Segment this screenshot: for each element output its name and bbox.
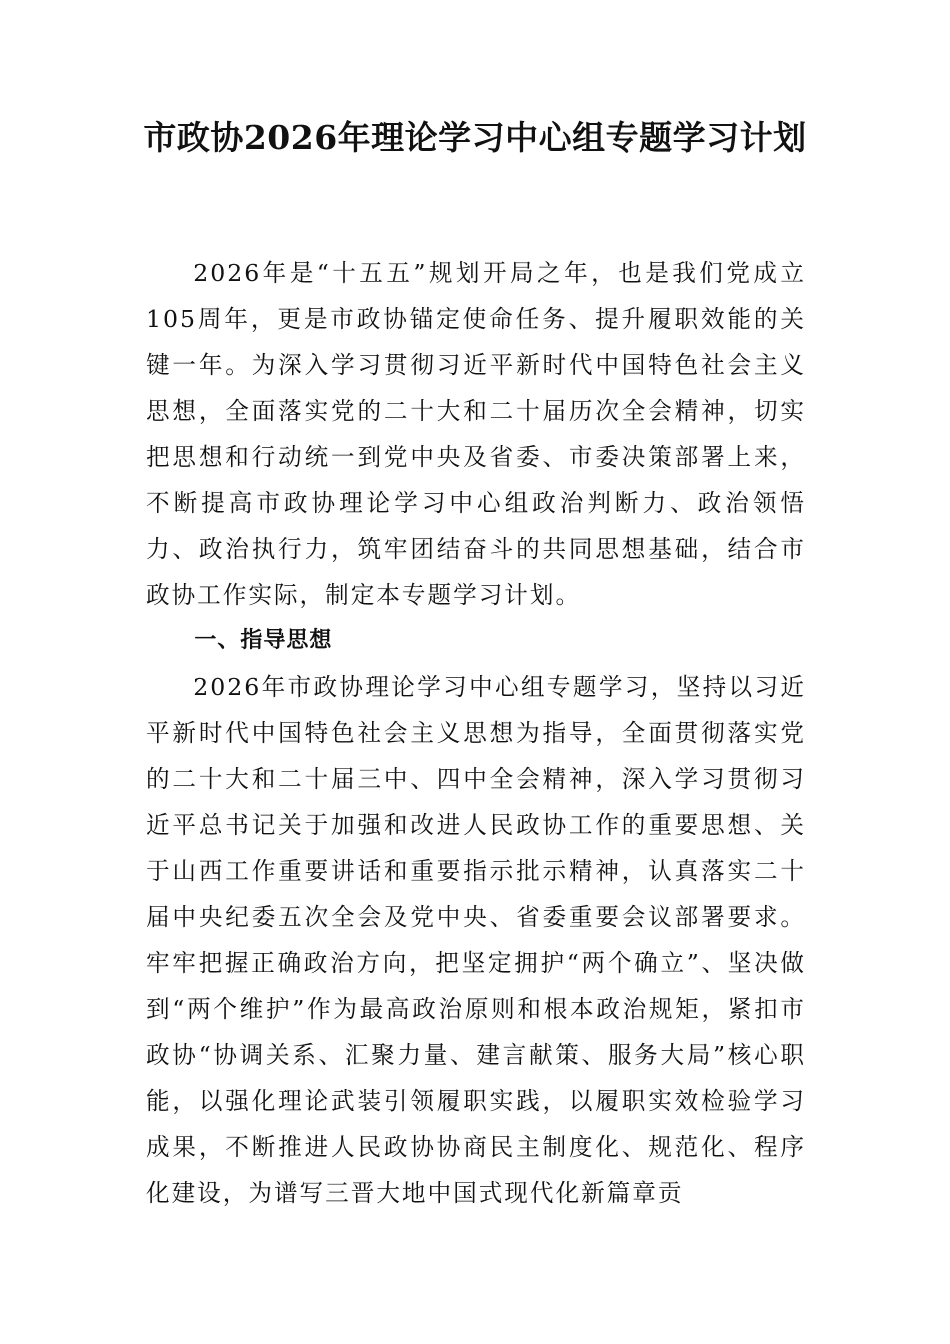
document-body: [146, 250, 806, 1216]
intro-paragraph: 2026年是“十五五”规划开局之年，也是我们党成立105周年，更是市政协锚定使命任务、提升履职效能的关键一年。为深入学习贯彻习近平新时代中国特色社会主义思想，全面落实党的二十大和二十届历次全会精神，切实把思想和行动统一到党中央及省委、市委决策部署上来，不断提高市政协理论学习中心组政治判断力、政治领悟力、政治执行力，筑牢团结奋斗的共同思想基础，结合市政协工作实际，制定本专题学习计划。: [146, 259, 806, 609]
document-title: 市政协2026年理论学习中心组专题学习计划: [143, 118, 807, 157]
section-heading-guiding-ideology: 一、指导思想: [194, 628, 333, 653]
section-paragraph-guiding-ideology: 2026年市政协理论学习中心组专题学习，坚持以习近平新时代中国特色社会主义思想为指导，全面贯彻落实党的二十大和二十届三中、四中全会精神，深入学习贯彻习近平总书记关于加强和改进人民政协工作的重要思想、关于山西工作重要讲话和重要指示批示精神，认真落实二十届中央纪委五次全会及党中央、省委重要会议部署要求。牢牢把握正确政治方向，把坚定拥护“两个确立”、坚决做到“两个维护”作为最高政治原则和根本政治规矩，紧扣市政协“协调关系、汇聚力量、建言献策、服务大局”核心职能，以强化理论武装引领履职实践，以履职实效检验学习成果，不断推进人民政协协商民主制度化、规范化、程序化建设，为谱写三晋大地中国式现代化新篇章贡: [146, 673, 806, 1207]
